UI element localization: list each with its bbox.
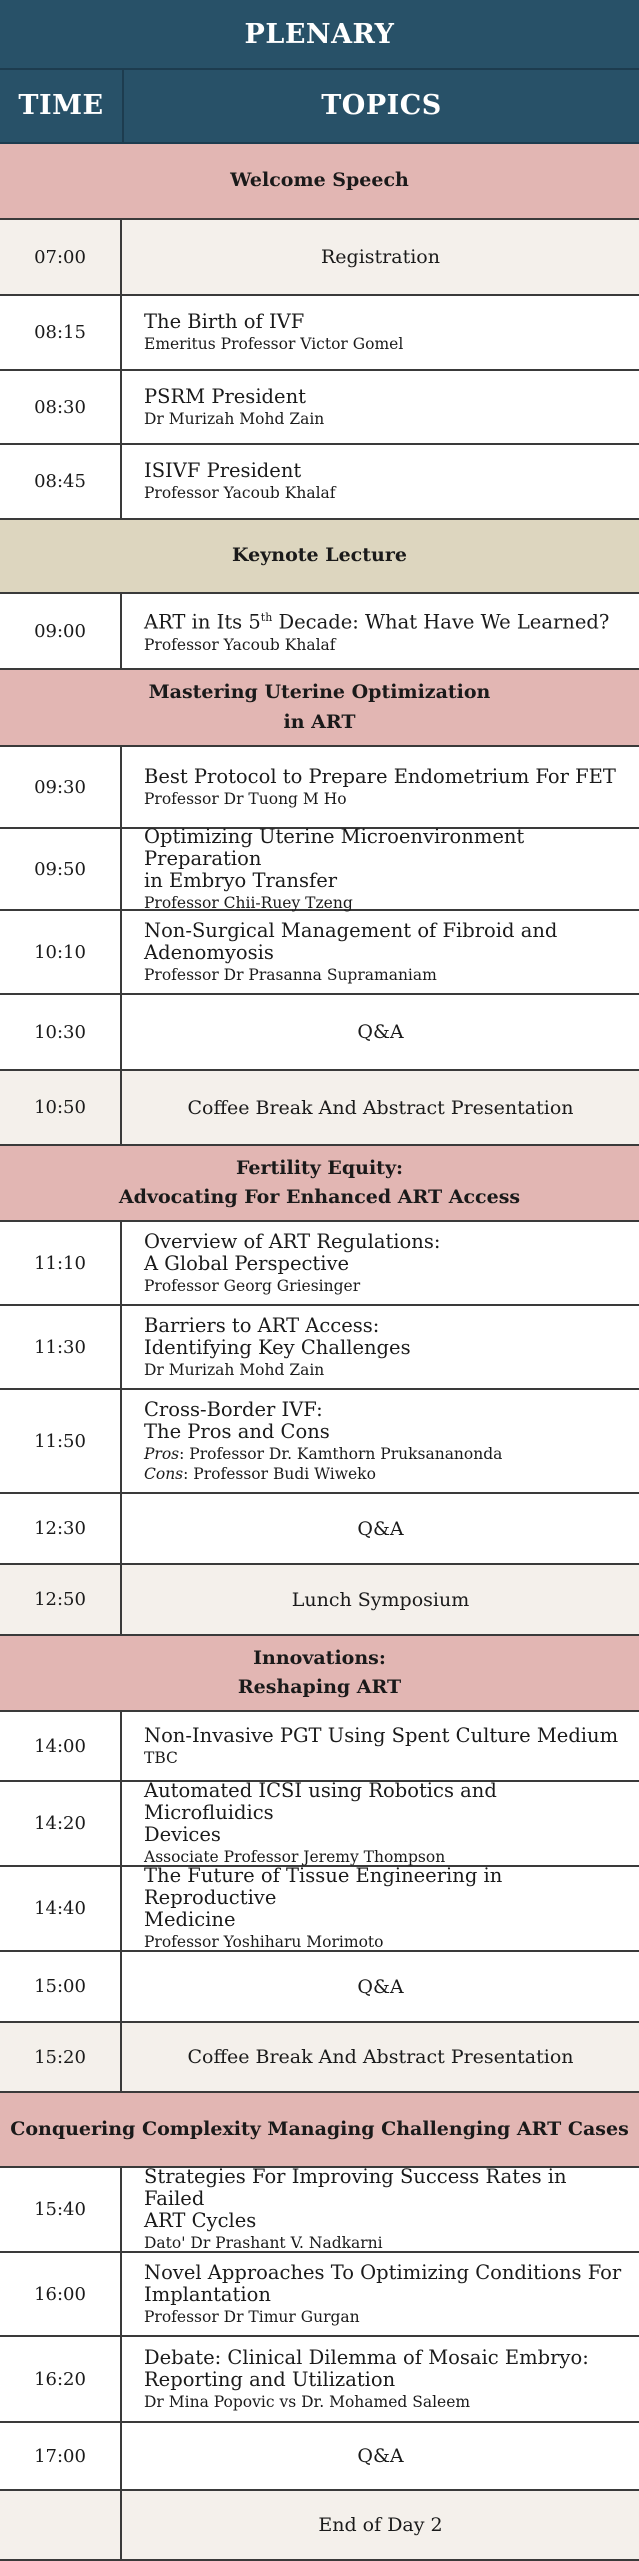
- speaker-list: [144, 1748, 625, 1768]
- schedule-row: [0, 1222, 639, 1306]
- talk-title: Automated ICSI using Robotics and Microfluidics: [144, 1779, 497, 1824]
- time-cell: 15:20: [0, 2023, 122, 2091]
- schedule-row: [0, 594, 639, 670]
- time-cell: 10:10: [0, 911, 122, 993]
- time-cell: 10:30: [0, 995, 122, 1069]
- speaker: Professor Yoshiharu Morimoto: [144, 1933, 384, 1951]
- topic-cell: [122, 1565, 639, 1634]
- speaker: Emeritus Professor Victor Gomel: [144, 335, 404, 353]
- topic-cell: [122, 2253, 639, 2335]
- session-label: Coffee Break And Abstract Presentation: [187, 2046, 574, 2068]
- speaker: Professor Dr Tuong M Ho: [144, 789, 347, 808]
- section-title-line: Advocating For Enhanced ART Access: [118, 1186, 521, 1208]
- time-column-header: TIME: [0, 70, 124, 142]
- topic-cell: [122, 594, 639, 668]
- speaker-list: [144, 893, 625, 913]
- topic-cell: [122, 995, 639, 1069]
- speaker-list: [144, 635, 625, 655]
- schedule-row: [0, 747, 639, 829]
- section-title-line: Innovations:: [253, 1646, 386, 1669]
- time-cell: 14:00: [0, 1712, 122, 1780]
- topic-cell: [122, 1952, 639, 2021]
- schedule-row: [0, 1779, 639, 1867]
- speaker: Professor Georg Griesinger: [144, 1276, 361, 1295]
- schedule-row: [0, 2423, 639, 2491]
- time-cell: 08:30: [0, 371, 122, 443]
- topic-cell: [122, 824, 639, 912]
- time-cell: 09:50: [0, 829, 122, 909]
- talk-title: Adenomyosis: [144, 940, 274, 964]
- time-cell: 11:50: [0, 1390, 122, 1492]
- speaker-role: Cons: [144, 1464, 184, 1483]
- schedule-row: [0, 995, 639, 1071]
- talk-title: ART in Its 5th Decade: What Have We Learned?: [144, 610, 610, 634]
- talk-title: A Global Perspective: [144, 1251, 350, 1275]
- talk-title: Medicine: [144, 1908, 236, 1931]
- talk-title: Cross-Border IVF:: [144, 1397, 323, 1421]
- talk-title: Non-Invasive PGT Using Spent Culture Medium: [144, 1723, 619, 1747]
- time-cell: 08:45: [0, 445, 122, 518]
- time-cell: 09:30: [0, 747, 122, 827]
- schedule-row: [0, 2337, 639, 2423]
- topic-cell: [122, 911, 639, 993]
- time-cell: 15:40: [0, 2168, 122, 2251]
- talk-title: The Pros and Cons: [144, 1419, 330, 1443]
- time-cell: 12:50: [0, 1565, 122, 1634]
- speaker-list: [144, 483, 625, 503]
- speaker-list: [144, 334, 625, 354]
- topic-cell: [122, 1306, 639, 1388]
- topic-cell: [122, 445, 639, 518]
- speaker-list: [144, 409, 625, 429]
- schedule-row: [0, 296, 639, 371]
- schedule-row: [0, 1712, 639, 1782]
- section-header: [0, 1146, 639, 1222]
- speaker: Dr Murizah Mohd Zain: [144, 409, 325, 428]
- schedule-row: [0, 1494, 639, 1565]
- time-cell: 16:00: [0, 2253, 122, 2335]
- topic-cell: [122, 1712, 639, 1780]
- topic-cell: [122, 1494, 639, 1563]
- topic-cell: [122, 1390, 639, 1492]
- time-cell: 17:00: [0, 2423, 122, 2489]
- speaker-role: Pros: [144, 1444, 180, 1463]
- talk-title: The Future of Tissue Engineering in Reproductive: [144, 1864, 503, 1909]
- speaker: Cons: Professor Budi Wiweko: [144, 1464, 376, 1483]
- time-cell: 11:10: [0, 1222, 122, 1304]
- plenary-title: PLENARY: [0, 0, 639, 70]
- talk-title: Debate: Clinical Dilemma of Mosaic Embryo:: [144, 2345, 589, 2369]
- session-label: End of Day 2: [318, 2514, 443, 2536]
- speaker-list: [144, 965, 625, 985]
- time-cell: 09:00: [0, 594, 122, 668]
- schedule-row: [0, 1390, 639, 1494]
- schedule-row: [0, 2023, 639, 2093]
- schedule-row: [0, 1306, 639, 1390]
- section-title-line: Welcome Speech: [230, 169, 409, 192]
- topic-cell: [122, 220, 639, 294]
- schedule-row: [0, 445, 639, 520]
- talk-title: Strategies For Improving Success Rates in Failed: [144, 2165, 567, 2210]
- session-label: Lunch Symposium: [291, 1588, 470, 1611]
- speaker: Associate Professor Jeremy Thompson: [144, 1848, 446, 1866]
- speaker-list: [144, 2307, 625, 2327]
- speaker: Professor Yacoub Khalaf: [144, 635, 336, 654]
- speaker: Professor Yacoub Khalaf: [144, 484, 336, 502]
- schedule-row: [0, 911, 639, 995]
- topic-cell: [122, 747, 639, 827]
- speaker: Professor Dr Prasanna Supramaniam: [144, 965, 437, 984]
- talk-title: Overview of ART Regulations:: [144, 1229, 441, 1253]
- session-label: Q&A: [357, 1975, 404, 1998]
- speaker-list: [144, 2233, 625, 2253]
- talk-title: ART Cycles: [144, 2209, 257, 2232]
- schedule-row: [0, 2165, 639, 2253]
- speaker-list: [144, 1276, 625, 1296]
- topic-cell: [122, 2423, 639, 2489]
- topic-cell: [122, 2337, 639, 2421]
- time-cell: 07:00: [0, 220, 122, 294]
- session-label: Q&A: [357, 1021, 404, 1043]
- speaker-list: [144, 789, 625, 809]
- speaker-list: [144, 1932, 625, 1952]
- time-cell: 08:15: [0, 296, 122, 369]
- topic-cell: [122, 1222, 639, 1304]
- section-header: [0, 2093, 639, 2168]
- talk-title: The Birth of IVF: [144, 310, 305, 333]
- session-label: Q&A: [357, 1517, 404, 1540]
- time-cell: 11:30: [0, 1306, 122, 1388]
- schedule-row: [0, 220, 639, 296]
- schedule-row: [0, 2253, 639, 2337]
- schedule-row: [0, 2491, 639, 2561]
- time-cell: 14:40: [0, 1867, 122, 1950]
- talk-title: ISIVF President: [144, 459, 302, 482]
- section-header: [0, 520, 639, 594]
- schedule-rows: [0, 144, 639, 2561]
- talk-title: Devices: [144, 1823, 221, 1846]
- topic-cell: [122, 1779, 639, 1866]
- schedule-row: [0, 1864, 639, 1952]
- speaker: Dato' Dr Prashant V. Nadkarni: [144, 2234, 383, 2252]
- time-cell: [0, 2491, 122, 2559]
- section-header: [0, 1636, 639, 1712]
- talk-title: PSRM President: [144, 384, 306, 408]
- topic-cell: [122, 2491, 639, 2559]
- topics-column-header: TOPICS: [321, 90, 442, 121]
- topic-cell: [122, 371, 639, 443]
- talk-title: Optimizing Uterine Microenvironment Preparation: [144, 824, 525, 870]
- section-title-line: Keynote Lecture: [232, 544, 407, 567]
- session-label: Coffee Break And Abstract Presentation: [187, 1096, 574, 1119]
- section-title-line: Mastering Uterine Optimization: [148, 681, 491, 704]
- talk-title: Reporting and Utilization: [144, 2367, 396, 2391]
- session-label: Registration: [321, 246, 440, 268]
- talk-title: Novel Approaches To Optimizing Conditions For: [144, 2260, 622, 2284]
- talk-title: Barriers to ART Access:: [144, 1313, 380, 1337]
- talk-title: Identifying Key Challenges: [144, 1335, 411, 1359]
- section-title-line: in ART: [283, 710, 356, 733]
- talk-title: Non-Surgical Management of Fibroid and: [144, 918, 558, 942]
- topic-cell: [122, 296, 639, 369]
- section-header: [0, 670, 639, 747]
- schedule-row: [0, 824, 639, 912]
- topic-cell: [122, 1864, 639, 1951]
- speaker: Dr Mina Popovic vs Dr. Mohamed Saleem: [144, 2392, 471, 2411]
- topic-cell: [122, 2023, 639, 2091]
- talk-title: in Embryo Transfer: [144, 868, 338, 892]
- speaker-list: [144, 1360, 625, 1380]
- speaker-list: [144, 2392, 625, 2412]
- talk-title: Implantation: [144, 2282, 271, 2306]
- topic-cell: [122, 2165, 639, 2252]
- speaker: Pros: Professor Dr. Kamthorn Pruksananonda: [144, 1444, 503, 1463]
- section-title-line: Conquering Complexity Managing Challenging ART Cases: [10, 2117, 629, 2140]
- time-cell: 12:30: [0, 1494, 122, 1563]
- topic-cell: [122, 1071, 639, 1144]
- schedule-row: [0, 1952, 639, 2023]
- section-title-line: Fertility Equity:: [235, 1156, 404, 1179]
- column-header-row: [0, 70, 639, 144]
- section-header: [0, 144, 639, 220]
- speaker: Professor Dr Timur Gurgan: [144, 2307, 360, 2326]
- speaker: Dr Murizah Mohd Zain: [144, 1360, 325, 1379]
- speaker: TBC: [144, 1748, 178, 1767]
- session-label: Q&A: [357, 2445, 404, 2467]
- schedule-row: [0, 1565, 639, 1636]
- time-cell: 10:50: [0, 1071, 122, 1144]
- time-cell: 14:20: [0, 1782, 122, 1865]
- section-title-line: Reshaping ART: [237, 1676, 402, 1698]
- time-cell: 16:20: [0, 2337, 122, 2421]
- schedule-row: [0, 371, 639, 445]
- schedule-row: [0, 1071, 639, 1146]
- speaker-list: [144, 1444, 625, 1484]
- talk-title: Best Protocol to Prepare Endometrium For FET: [144, 764, 616, 788]
- speaker: Professor Chii-Ruey Tzeng: [144, 893, 353, 912]
- time-cell: 15:00: [0, 1952, 122, 2021]
